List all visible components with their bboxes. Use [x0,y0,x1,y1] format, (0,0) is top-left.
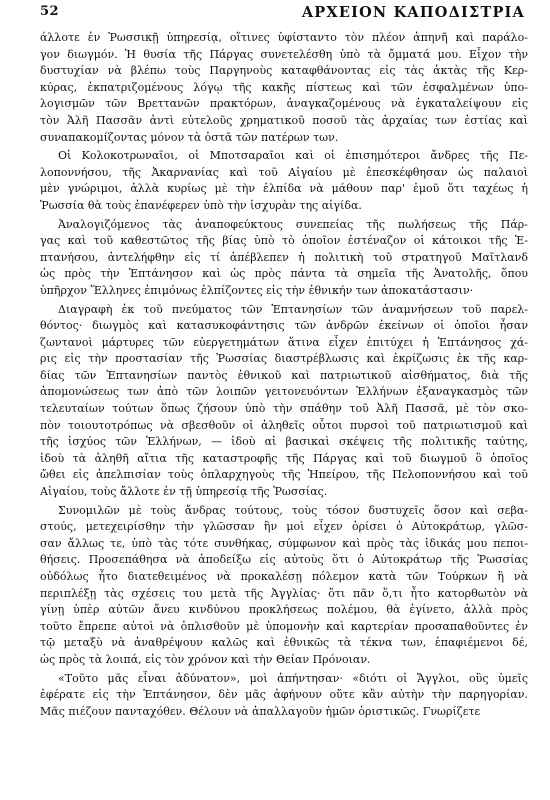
paragraph [40,30,528,146]
text-line: θόντος· διωγμὸς καὶ κατασυκοφάντησις τῶν ἀνδρῶν ἐκείνων οἱ ὁποῖοι ἦσαν [40,319,528,333]
text-line: ὡς πρὸς τὴν Ἑπτάνησον καὶ ὡς πρὸς πάντα τὰ σημεῖα τῆς Ἀνατολῆς, ὅπου [40,267,528,281]
paragraph [40,302,528,501]
page-header [40,4,525,26]
paragraph [40,148,528,214]
text-line: κύρας, ἐκπατριζομένους λόγῳ τῆς κακῆς πίστεως καὶ τῶν ἐσφαλμένων ὑπο- [40,80,528,94]
paragraph [40,503,528,669]
text-line: μὲν γνώριμοι, ἀλλὰ κυρίως μὲ τὴν ἐλπίδα νὰ μάθουν παρ' ἐμοῦ ὅτι ταχέως ἡ [40,182,528,196]
text-line: τοῦτο ἔπρεπε αὐτοὶ νὰ ὁπλισθοῦν μὲ ὑπομονὴν καὶ καρτερίαν προσαπαθοῦντες ἐν [40,619,528,633]
text-line: στούς, μετεχειρίσθην τὴν γλῶσσαν ἣν μοὶ εἶχεν ὁρίσει ὁ Αὐτοκράτωρ, γλῶσ- [40,520,528,534]
text-line: τελευταίων τούτων ὅπως ζήσουν ὑπὸ τὴν σπάθην τοῦ Ἀλῆ Πασσᾶ, μὲ τὸν σκο- [40,402,528,416]
text-line: ὤθει εἰς ἀπελπισίαν τοὺς ὁπλαρχηγοὺς τῆς Ἠπείρου, τῆς Πελοποννήσου καὶ τοῦ [40,468,528,482]
text-line: ρις εἰς τὴν προστασίαν τῆς Ῥωσσίας διαστρέβλωσις καὶ ἐκρίζωσις ἐκ τῆς καρ- [40,352,528,366]
text-line: τῆς ἰσχύος τῶν Ἑλλήνων, — ἰδοὺ αἱ βασικαὶ σκέψεις τῆς πολιτικῆς ταύτης, [40,435,528,449]
text-line: ἀπομονώσεως των ἀπὸ τῶν λοιπῶν γειτονευόντων Ἑλλήνων ἐξαναγκασμὸς τῶν [40,385,528,399]
text-line: Μᾶς πιέζουν πανταχόθεν. Θέλουν νὰ ἀπαλλαγοῦν ἡμῶν ὁριστικῶς. Γνωρίζετε [40,704,481,718]
paragraph [40,671,528,721]
running-title: ΑΡΧΕΙΟΝ ΚΑΠΟΔΙΣΤΡΙΑ [301,4,525,21]
text-line: άλλοτε ἐν Ῥωσσικῇ ὑπηρεσίᾳ, οἵτινες ὑφίσταντο τὸν πλέον ἀπηνῆ καὶ παράλο- [40,31,528,44]
text-line: λογισμῶν τῶν Βρεττανῶν πρακτόρων, ἀναγκαζομένους νὰ ἐγκαταλείψουν εἰς [40,97,528,111]
text-line: Οἱ Κολοκοτρωναῖοι, οἱ Μποτσαραῖοι καὶ οἱ ἐπισημότεροι ἄνδρες τῆς Πε- [58,149,528,163]
text-line: ἐφέρατε εἰς τὴν Ἑπτάνησον, δὲν μᾶς ἀφήνουν οὔτε κἂν αὐτὴν τὴν παρηγορίαν. [40,688,528,702]
text-line: θήσεις. Προσεπάθησα νὰ ἀποδείξω εἰς αὐτοὺς ὅτι ὁ Αὐτοκράτωρ τῆς Ῥωσσίας [40,553,528,567]
text-line: δυστυχίαν νὰ βλέπω τοὺς Παργηνοὺς καταφθάνοντας εἰς τὰς ἀκτὰς τῆς Κερ- [40,64,528,78]
paragraph [40,217,528,300]
text-line: δίας τῶν Ἑπτανησίων παντὸς ἐθνικοῦ καὶ πατριωτικοῦ αἰσθήματος, διὰ τῆς [40,368,528,382]
text-line: ὑπῆρχον Ἕλληνες ἐπιμόνως ἐλπίζοντες εἰς τὴν ἐθνικήν των ἀποκατάστασιν· [40,283,474,297]
body-text [40,30,528,722]
page-number: 52 [40,4,60,19]
text-line: πὸν τοιουτοτρόπως νὰ σβεσθοῦν οἱ ἀληθεῖς οὗτοι πυρσοὶ τοῦ πατριωτισμοῦ καὶ [40,418,528,432]
text-line: Ἀναλογιζόμενος τὰς ἀναποφεύκτους συνεπείας τῆς πωλήσεως τῆς Πάρ- [58,217,528,231]
text-line: γίνῃ ὑπὲρ αὐτῶν ἄνευ κινδύνου προκλήσεως πολέμου, θὰ ἐγίνετο, ἀλλὰ πρὸς [40,603,528,617]
text-line: τὸν Ἀλῆ Πασσᾶν ἀντὶ εὐτελοῦς χρηματικοῦ ποσοῦ τὰς ἀρχαίας των ἑστίας καὶ [40,113,528,127]
text-line: «Τοῦτο μᾶς εἶναι ἀδύνατον», μοὶ ἀπήντησαν· «διότι οἱ Ἄγγλοι, οὓς ὑμεῖς [58,671,528,685]
text-line: ὡς πρὸς τὰ λοιπά, εἰς τὸν χρόνον καὶ τὴν Θείαν Πρόνοιαν. [40,652,371,666]
text-line: Διαγραφὴ ἐκ τοῦ πνεύματος τῶν Ἑπτανησίων τῶν ἀναμνήσεων τοῦ παρελ- [58,302,528,316]
text-line: γας καὶ τοῦ καθεστῶτος τῆς βίας ὑπὸ τὸ ὁποῖον ἐστέναζον οἱ κάτοικοι τῆς Ἑ- [40,234,528,248]
text-line: περιπλέξῃ τὰς σχέσεις του μετὰ τῆς Ἀγγλίας· ὅτι πᾶν ὅ,τι ἦτο κατορθωτὸν νὰ [40,586,528,600]
text-line: λοποννήσου, τῆς Ἀκαρνανίας καὶ τοῦ Αἰγαίου μὲ ἐπεσκέφθησαν ὡς παλαιοὶ [40,165,528,179]
text-line: πτανήσου, ἀντελήφθην εἰς τί ἀπέβλεπεν ἡ πολιτικὴ τοῦ στρατηγοῦ Μαῖτλανδ [40,250,528,264]
text-line: οὐδόλως ἦτο διατεθειμένος νὰ προκαλέσῃ πόλεμον κατὰ τῶν Τούρκων ἢ νὰ [40,570,528,583]
text-line: ζωντανοὶ μάρτυρες τῶν εὐεργετημάτων ἅτινα εἶχεν ἐπιτύχει ἡ Ἑπτάνησος χά- [40,335,528,349]
text-line: γον διωγμόν. Ἡ θυσία τῆς Πάργας συνετελέσθη ὑπὸ τὰ ὄμματά μου. Εἶχον τὴν [40,47,528,61]
text-line: Ῥωσσία θὰ τοὺς ἐπανέφερεν ὑπὸ τὴν ἰσχυρὰν της αἰγίδα. [40,198,362,212]
text-line: σαν ἄλλως τε, ὑπὸ τὰς τότε συνθήκας, σύμφωνον καὶ πρὸς τὰς ἰδικάς μου πεποι- [40,536,528,550]
text-line: Συνομιλῶν μὲ τοὺς ἄνδρας τούτους, τοὺς τόσον δυστυχεῖς ὅσον καὶ σεβα- [58,503,528,517]
text-line: Αἰγαίου, τοὺς ἄλλοτε ἐν τῇ ὑπηρεσίᾳ τῆς Ῥωσσίας. [40,485,328,499]
text-line: συναπακομίζοντας μόνον τὰ ὀστᾶ τῶν πατέρων των. [40,130,339,144]
text-line: ἰδοὺ τὰ ἀληθῆ αἴτια τῆς καταστροφῆς τῆς Πάργας καὶ τοῦ διωγμοῦ ὃ ὁποῖος [40,451,528,465]
text-line: τῷ μεταξὺ νὰ ἀναθρέψουν καλῶς καὶ ἐθνικῶς τὰ τέκνα των, ἐπαφιέμενοι δέ, [40,636,528,650]
